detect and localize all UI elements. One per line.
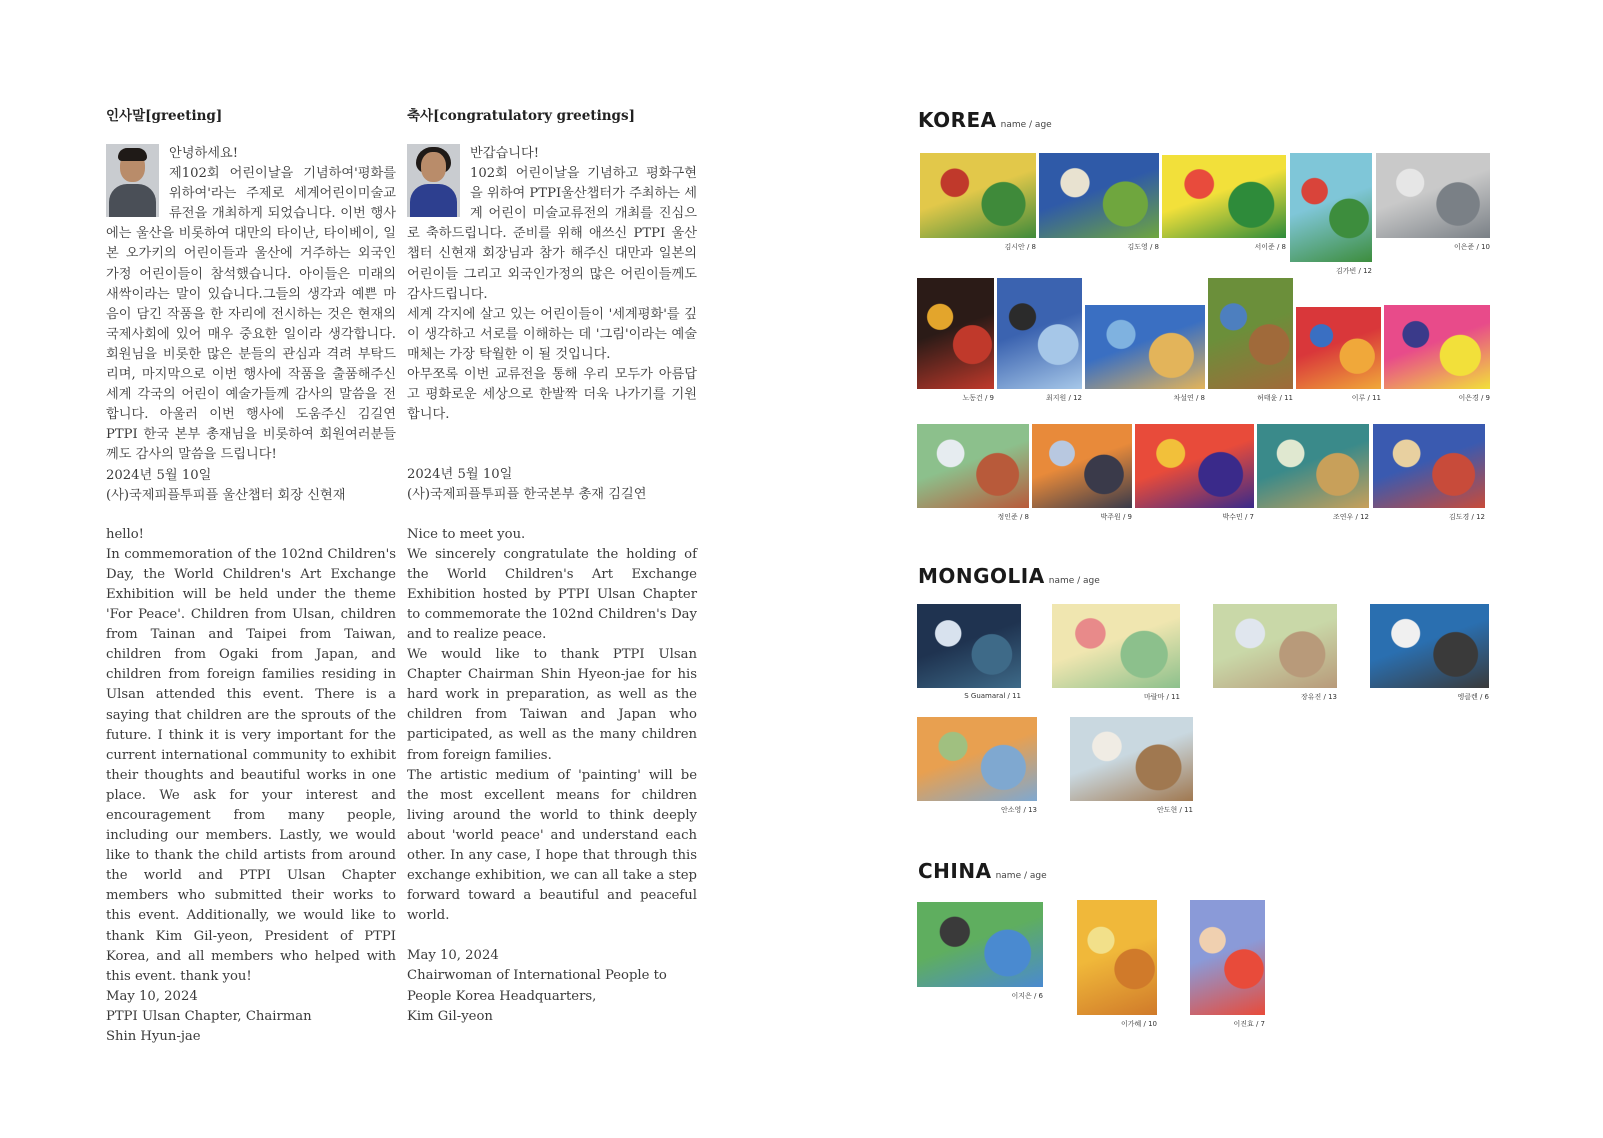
korea-artwork-caption: 정인준 / 8	[997, 513, 1029, 521]
korea-artwork-caption: 김도경 / 12	[1448, 513, 1485, 521]
president-portrait	[407, 144, 460, 217]
congrats-ko-date: 2024년 5월 10일	[407, 467, 513, 483]
greeting-en-sign-2: Shin Hyun-jae	[106, 1029, 201, 1045]
mongolia-artwork-caption: 안소영 / 13	[1000, 806, 1037, 814]
mongolia-artwork-1	[917, 604, 1021, 688]
congrats-ko-p2: 세계 각지에 살고 있는 어린이들이 '세계평화'를 깊이 생각하고 서로를 이해하는 데 '그림'이라는 예술 매체는 가장 탁월한 이 될 것입니다.	[407, 306, 697, 362]
congrats-en-p3: The artistic medium of 'painting' will be the most excellent means for children living around the world to think deeply about 'world peace' and understand each other. In any case, I hope that through this exchange exhibition, we can all take a step forward toward a beautiful and peaceful world.	[407, 767, 697, 924]
korea-artwork-14	[1135, 424, 1254, 508]
korea-artwork-caption: 박주원 / 9	[1100, 513, 1132, 521]
korea-artwork-caption: 허태윤 / 11	[1256, 394, 1293, 402]
greeting-english-text	[106, 525, 396, 1047]
korea-artwork-1	[920, 153, 1036, 238]
greeting-ko-p0: 안녕하세요!	[169, 146, 238, 161]
china-subtitle: name / age	[995, 871, 1047, 881]
korea-artwork-13	[1032, 424, 1132, 508]
greeting-column	[106, 106, 396, 1047]
korea-title: KOREA	[918, 108, 997, 132]
korea-subtitle: name / age	[1000, 120, 1052, 130]
chairman-portrait	[106, 144, 159, 217]
mongolia-artwork-caption: 안도현 / 11	[1156, 806, 1193, 814]
china-artwork-caption: 이진효 / 7	[1233, 1020, 1265, 1028]
korea-artwork-caption: 박수민 / 7	[1222, 513, 1254, 521]
congrats-english-text	[407, 525, 697, 1027]
korea-artwork-15	[1257, 424, 1369, 508]
congrats-en-p1: We sincerely congratulate the holding of the World Children's Art Exchange Exhibition hosted by PTPI Ulsan Chapter to commemorate the 102nd Children's Day and to realize peace.	[407, 546, 697, 642]
china-title: CHINA	[918, 859, 992, 883]
congrats-en-p0: Nice to meet you.	[407, 526, 526, 542]
mongolia-artwork-5	[917, 717, 1037, 801]
congrats-en-sign-2: People Korea Headquarters,	[407, 988, 597, 1004]
congrats-ko-p0: 반갑습니다!	[470, 146, 539, 161]
korea-artwork-caption: 노동건 / 9	[962, 394, 994, 402]
congrats-ko-p1: 102회 어린이날을 기념하고 평화구현을 위하여 PTPI울산챕터가 주최하는 세계 어린이 미술교류전의 개최를 진심으로 축하드립니다. 준비를 위해 애쓰신 PTPI 울산챕터 신현재 회장님과 참가 해주신 대만과 일본의 어린이들 그리고 외국인가정의 많은 어린이들께도 감사드립니다.	[407, 166, 697, 302]
mongolia-artwork-caption: 장유진 / 13	[1300, 693, 1337, 701]
mongolia-artwork-caption: S Guamaral / 11	[964, 692, 1021, 700]
korea-artwork-16	[1373, 424, 1485, 508]
korea-artwork-6	[917, 278, 994, 389]
korea-artwork-10	[1296, 307, 1381, 389]
korea-artwork-caption: 서이준 / 8	[1254, 243, 1286, 251]
korea-artwork-2	[1039, 153, 1159, 238]
korea-artwork-caption: 최지원 / 12	[1045, 394, 1082, 402]
china-heading	[918, 859, 1047, 883]
mongolia-artwork-caption: 엥클렌 / 6	[1457, 693, 1489, 701]
korea-artwork-caption: 차설연 / 8	[1173, 394, 1205, 402]
korea-artwork-7	[997, 278, 1082, 389]
mongolia-artwork-2	[1052, 604, 1180, 688]
china-artwork-1	[917, 902, 1043, 987]
congrats-heading: 축사[congratulatory greetings]	[407, 108, 635, 124]
greeting-heading: 인사말[greeting]	[106, 108, 223, 124]
china-artwork-caption: 이가혜 / 10	[1120, 1020, 1157, 1028]
korea-heading	[918, 108, 1052, 132]
korea-artwork-caption: 김시안 / 8	[1004, 243, 1036, 251]
korea-artwork-3	[1162, 155, 1286, 238]
mongolia-heading	[918, 564, 1100, 588]
korea-artwork-11	[1384, 305, 1490, 389]
congrats-ko-p3: 아무쪼록 이번 교류전을 통해 우리 모두가 아름답고 평화로운 세상으로 한발짝 더욱 나가기를 기원합니다.	[407, 367, 697, 423]
mongolia-artwork-4	[1370, 604, 1489, 688]
greeting-en-p1: In commemoration of the 102nd Children's Day, the World Children's Art Exchange Exhibition will be held under the theme 'For Peace'. Children from Ulsan, children from Tainan and Taipei from Taiwan, children from Ogaki from Japan, and children from foreign families residing in Ulsan attended this event. There is a saying that children are the sprouts of the future. I think it is very important for the current international community to exhibit their thoughts and beautiful works in one place. We ask for your interest and encouragement from many people, including our members. Lastly, we would like to thank the child artists from around the world and PTPI Ulsan Chapter members who submitted their works to this event. Additionally, we would like to thank Kim Gil-yeon, President of PTPI Korea, and all members who helped with this event. thank you!	[106, 546, 396, 984]
korea-artwork-caption: 김가빈 / 12	[1335, 267, 1372, 275]
mongolia-subtitle: name / age	[1048, 576, 1100, 586]
mongolia-artwork-caption: 마랄마 / 11	[1143, 693, 1180, 701]
korea-artwork-caption: 조연우 / 12	[1332, 513, 1369, 521]
china-artwork-2	[1077, 900, 1157, 1015]
china-artwork-3	[1190, 900, 1265, 1015]
congrats-en-sign-3: Kim Gil-yeon	[407, 1008, 493, 1024]
congrats-ko-sign: (사)국제피플투피플 한국본부 총재 김길연	[407, 487, 647, 503]
korea-artwork-caption: 이은경 / 9	[1458, 394, 1490, 402]
greeting-en-date: May 10, 2024	[106, 988, 198, 1004]
korea-artwork-9	[1208, 278, 1293, 389]
china-artwork-caption: 이지은 / 6	[1011, 992, 1043, 1000]
congrats-en-p2: We would like to thank PTPI Ulsan Chapter Chairman Shin Hyeon-jae for his hard work in preparation, as well as the children from Taiwan and Japan who participated, as well as the many children from foreign families.	[407, 647, 697, 763]
greeting-ko-date: 2024년 5월 10일	[106, 467, 212, 483]
korea-artwork-12	[917, 424, 1029, 508]
korea-artwork-caption: 이루 / 11	[1351, 394, 1381, 402]
congrats-en-sign-1: Chairwoman of International People to	[407, 968, 667, 984]
korea-artwork-5	[1376, 153, 1490, 238]
korea-artwork-4	[1290, 153, 1372, 262]
korea-artwork-caption: 이은준 / 10	[1453, 243, 1490, 251]
greeting-ko-sign: (사)국제피플투피플 울산챕터 회장 신현재	[106, 487, 346, 503]
korea-artwork-caption: 김도영 / 8	[1127, 243, 1159, 251]
korea-artwork-8	[1085, 305, 1205, 389]
greeting-ko-p1: 제102회 어린이날을 기념하여'평화를 위하여'라는 주제로 세계어린이미술교류전을 개최하게 되었습니다. 이번 행사에는 울산을 비롯하여 대만의 타이난, 타이베이, 일본 오가키의 어린이들과 울산에 거주하는 외국인 가정 어린이들이 참석했습니다. 아이들은 미래의 새싹이라는 말이 있습니다.그들의 생각과 예쁜 마음이 담긴 작품을 한 자리에 전시하는 것은 현재의 국제사회에 있어 매우 중요한 일이라 생각합니다. 회원님을 비롯한 많은 분들의 관심과 격려 부탁드리며, 마지막으로 이번 행사에 작품을 출품해주신 세계 각국의 어린이 예술가들께 감사의 말씀을 전합니다. 아울러 이번 행사에 도움주신 김길연 PTPI 한국 본부 총재님을 비롯하여 회원여러분들께도 감사의 말씀을 드립니다!	[106, 166, 396, 463]
greeting-en-p0: hello!	[106, 526, 144, 542]
mongolia-artwork-6	[1070, 717, 1193, 801]
mongolia-artwork-3	[1213, 604, 1337, 688]
greeting-en-sign-1: PTPI Ulsan Chapter, Chairman	[106, 1008, 312, 1024]
mongolia-title: MONGOLIA	[918, 564, 1045, 588]
congrats-column	[407, 106, 697, 1027]
congrats-en-date: May 10, 2024	[407, 948, 499, 964]
